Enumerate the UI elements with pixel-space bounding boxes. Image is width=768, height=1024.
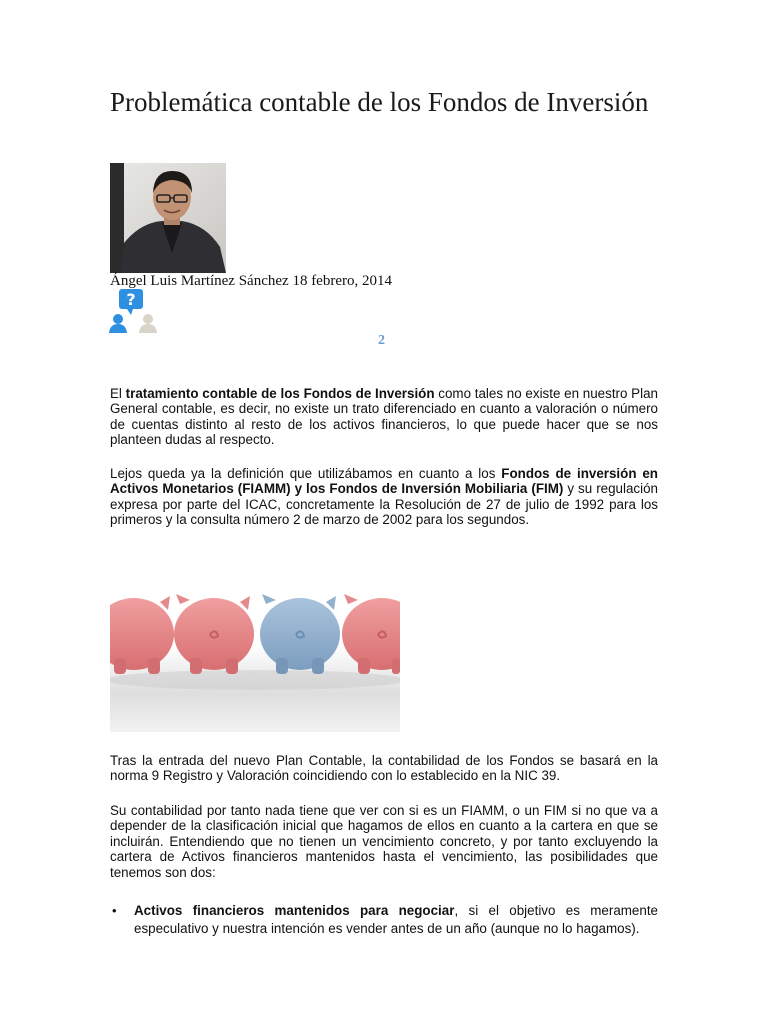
svg-text:?: ? [126, 290, 136, 309]
article-title: Problemática contable de los Fondos de Inversión [110, 87, 649, 117]
question-people-icon[interactable] [109, 289, 159, 333]
emphasis: tratamiento contable de los Fondos de Inversión [125, 386, 435, 401]
emphasis: Fondos de inversión en Activos Monetarios (FIAMM) y los Fondos de Inversión Mobiliaria (FIM) [110, 466, 658, 497]
paragraph-4: Su contabilidad por tanto nada tiene que ver con si es un FIAMM, o un FIM si no que va a depender de la clasificación inicial que hagamos de ellos en cuanto a la cartera en que se incluirán. Entendiendo que no tienen un vencimiento concreto, y por tanto excluyendo la cartera de Activos financieros mantenidos hasta el vencimiento, las posibilidades que tenemos son dos: [110, 803, 658, 880]
options-list [110, 902, 658, 938]
list-item: • Activos financieros mantenidos para negociar, si el objetivo es meramente especulativo y nuestra intención es vender antes de un año (aunque no lo hagamos). [112, 903, 658, 936]
article-byline: Ángel Luis Martínez Sánchez 18 febrero, 2014 [110, 273, 392, 289]
author-photo [110, 163, 226, 273]
bullet-icon: • [112, 903, 117, 918]
paragraph-3: Tras la entrada del nuevo Plan Contable, la contabilidad de los Fondos se basará en la norma 9 Registro y Valoración coincidiendo con lo establecido en la NIC 39. [110, 753, 658, 784]
comment-count-link[interactable]: 2 [378, 333, 385, 348]
paragraph-2: Lejos queda ya la definición que utilizábamos en cuanto a los Fondos de inversión en Activos Monetarios (FIAMM) y los Fondos de Inversión Mobiliaria (FIM) y su regulación expresa por parte del ICAC, concretamente la Resolución de 27 de julio de 1992 para los primeros y la consulta número 2 de marzo de 2002 para los segundos. [110, 466, 658, 528]
emphasis: Activos financieros mantenidos para negociar [134, 903, 455, 918]
piggy-banks-image [110, 540, 400, 732]
paragraph-1: El tratamiento contable de los Fondos de Inversión como tales no existe en nuestro Plan General contable, es decir, no existe un trato diferenciado en cuanto a valoración o número de cuentas distinto al resto de los activos financieros, lo que puede hacer que se nos planteen dudas al respecto. [110, 386, 658, 448]
